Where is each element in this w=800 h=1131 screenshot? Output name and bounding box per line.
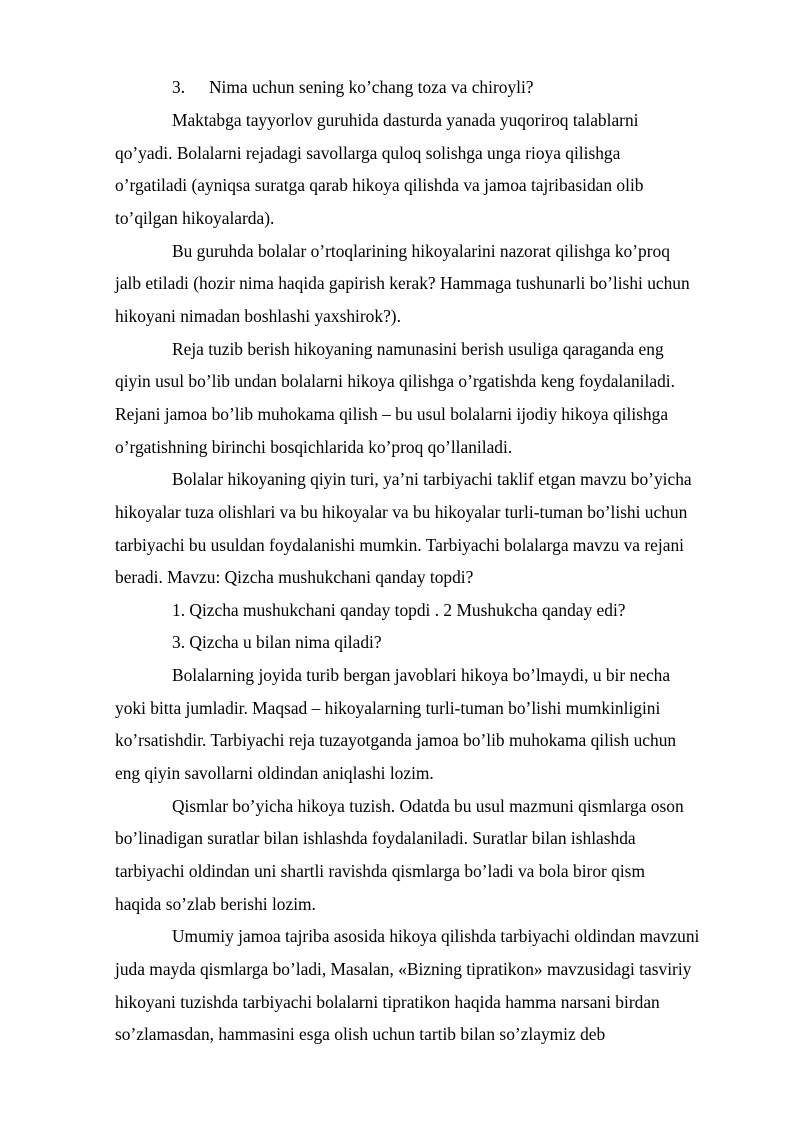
paragraph-line: Rejani jamoa bo’lib muhokama qilish – bu usul bolalarni ijodiy hikoya qilishga	[115, 404, 669, 424]
paragraph-line: Bolalarning joyida turib bergan javoblari hikoya bo’lmaydi, u bir necha	[172, 665, 671, 685]
list-item-number: 3.	[172, 77, 186, 97]
paragraph-line: so’zlamasdan, hammasini esga olish uchun tartib bilan so’zlaymiz deb	[115, 1024, 606, 1044]
list-item-3	[172, 76, 534, 98]
paragraph-line: 1. Qizcha mushukchani qanday topdi . 2 Mushukcha qanday edi?	[172, 600, 626, 620]
paragraph-line: beradi. Mavzu: Qizcha mushukchani qanday topdi?	[115, 567, 474, 587]
paragraph-line: haqida so’zlab berishi lozim.	[115, 894, 316, 914]
paragraph-line: Bolalar hikoyaning qiyin turi, ya’ni tarbiyachi taklif etgan mavzu bo’yicha	[172, 469, 692, 489]
paragraph-line: jalb etiladi (hozir nima haqida gapirish kerak? Hammaga tushunarli bo’lishi uchun	[115, 273, 690, 293]
paragraph-line: Maktabga tayyorlov guruhida dasturda yanada yuqoriroq talablarni	[172, 110, 639, 130]
paragraph-line: o’rgatiladi (ayniqsa suratga qarab hikoya qilishda va jamoa tajribasidan olib	[115, 175, 644, 195]
paragraph-line: tarbiyachi bu usuldan foydalanishi mumkin. Tarbiyachi bolalarga mavzu va rejani	[115, 535, 684, 555]
paragraph-line: Bu guruhda bolalar o’rtoqlarining hikoyalarini nazorat qilishga ko’proq	[172, 241, 670, 261]
paragraph-line: ko’rsatishdir. Tarbiyachi reja tuzayotganda jamoa bo’lib muhokama qilish uchun	[115, 730, 677, 750]
paragraph-line: qiyin usul bo’lib undan bolalarni hikoya qilishga o’rgatishda keng foydalaniladi.	[115, 371, 675, 391]
paragraph-line: bo’linadigan suratlar bilan ishlashda foydalaniladi. Suratlar bilan ishlashda	[115, 828, 636, 848]
paragraph-line: eng qiyin savollarni oldindan aniqlashi lozim.	[115, 763, 434, 783]
paragraph-line: hikoyalar tuza olishlari va bu hikoyalar va bu hikoyalar turli-tuman bo’lishi uchun	[115, 502, 688, 522]
paragraph-line: qo’yadi. Bolalarni rejadagi savollarga quloq solishga unga rioya qilishga	[115, 143, 621, 163]
paragraph-line: Qismlar bo’yicha hikoya tuzish. Odatda bu usul mazmuni qismlarga oson	[172, 796, 684, 816]
list-item-text: Nima uchun sening ko’chang toza va chiroyli?	[209, 77, 534, 97]
paragraph-line: o’rgatishning birinchi bosqichlarida ko’proq qo’llaniladi.	[115, 437, 513, 457]
paragraph-line: 3. Qizcha u bilan nima qiladi?	[172, 632, 382, 652]
paragraph-line: yoki bitta jumladir. Maqsad – hikoyalarning turli-tuman bo’lishi mumkinligini	[115, 698, 661, 718]
paragraph-line: tarbiyachi oldindan uni shartli ravishda qismlarga bo’ladi va bola biror qism	[115, 861, 645, 881]
paragraph-line: Reja tuzib berish hikoyaning namunasini berish usuliga qaraganda eng	[172, 339, 664, 359]
paragraph-line: hikoyani tuzishda tarbiyachi bolalarni tipratikon haqida hamma narsani birdan	[115, 992, 660, 1012]
paragraph-line: juda mayda qismlarga bo’ladi, Masalan, «Bizning tipratikon» mavzusidagi tasviriy	[115, 959, 692, 979]
paragraph-line: hikoyani nimadan boshlashi yaxshirok?).	[115, 306, 401, 326]
paragraph-line: to’qilgan hikoyalarda).	[115, 208, 275, 228]
paragraph-line: Umumiy jamoa tajriba asosida hikoya qilishda tarbiyachi oldindan mavzuni	[172, 926, 700, 946]
